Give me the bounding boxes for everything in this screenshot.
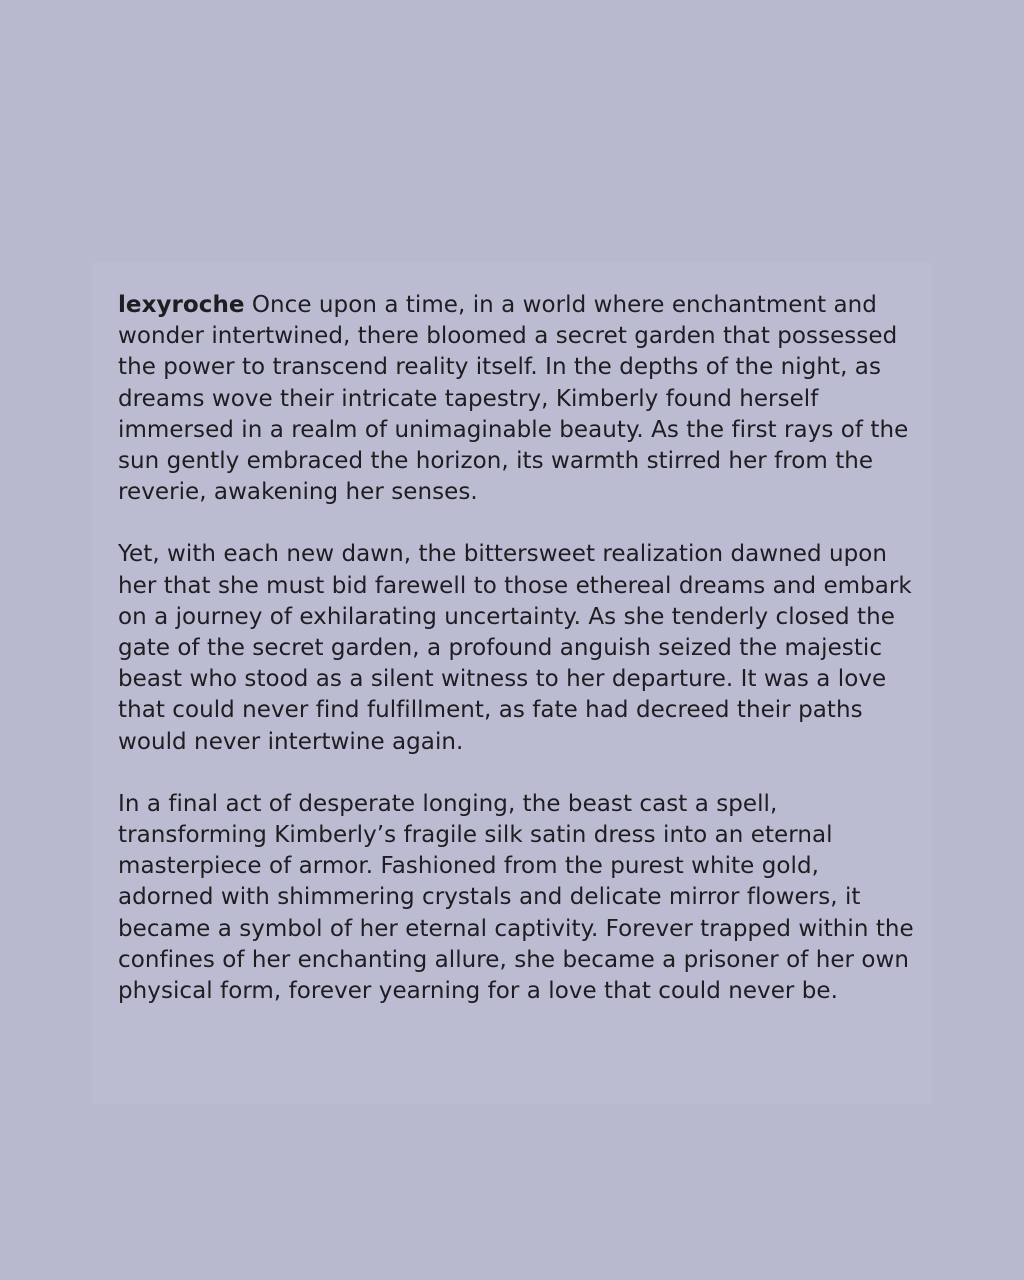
caption-paragraph-1 bbox=[118, 290, 918, 508]
caption-paragraph-2: Yet, with each new dawn, the bittersweet realization dawned upon her that she must bid farewell to those ethereal dreams and embark on a journey of exhilarating uncertainty. As she tenderly closed the gate of the secret garden, a profound anguish seized the majestic beast who stood as a silent witness to her departure. It was a love that could never find fulfillment, as fate had decreed their paths would never intertwine again. bbox=[118, 541, 912, 755]
caption-text bbox=[118, 290, 918, 1007]
caption-paragraph-3: In a final act of desperate longing, the beast cast a spell, transforming Kimberly’s fragile silk satin dress into an eternal masterpiece of armor. Fashioned from the purest white gold, adorned with shimmering crystals and delicate mirror flowers, it became a symbol of her eternal captivity. Forever trapped within the confines of her enchanting allure, she became a prisoner of her own physical form, forever yearning for a love that could never be. bbox=[118, 790, 914, 1005]
username-link[interactable]: lexyroche bbox=[118, 292, 245, 318]
caption-paragraph-1-text: Once upon a time, in a world where enchantment and wonder intertwined, there bloomed a secret garden that possessed the power to transcend reality itself. In the depths of the night, as dreams wove their intricate tapestry, Kimberly found herself immersed in a realm of unimaginable beauty. As the first rays of the sun gently embraced the horizon, its warmth stirred her from the reverie, awakening her senses. bbox=[118, 292, 909, 506]
